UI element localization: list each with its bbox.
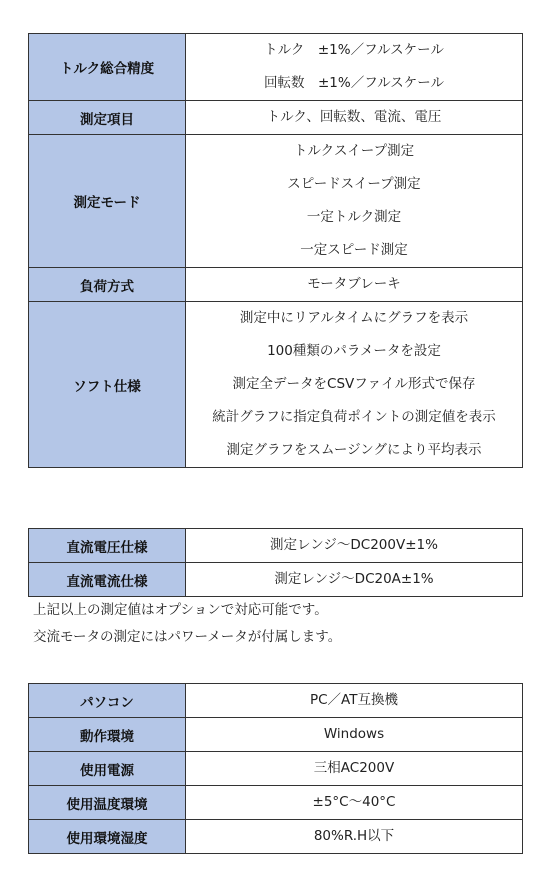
value-line: 一定スピード測定 xyxy=(300,242,408,258)
value-line: 測定グラフをスムージングにより平均表示 xyxy=(226,442,482,458)
row-value xyxy=(186,684,523,718)
value-line: Windows xyxy=(323,726,385,742)
row-value xyxy=(186,752,523,786)
table-row xyxy=(29,820,523,854)
spec-table-dc xyxy=(28,528,523,597)
row-label: ソフト仕様 xyxy=(29,302,186,468)
table-row xyxy=(29,718,523,752)
row-label: トルク総合精度 xyxy=(29,34,186,101)
value-line: 統計グラフに指定負荷ポイントの測定値を表示 xyxy=(212,409,496,425)
spec-table-environment xyxy=(28,683,523,854)
row-value xyxy=(186,786,523,820)
table-row xyxy=(29,268,523,302)
row-value xyxy=(186,563,523,597)
value-line: トルク ±1%／フルスケール xyxy=(264,42,444,58)
note-text: 交流モータの測定にはパワーメータが付属します。 xyxy=(33,629,342,645)
row-value xyxy=(186,718,523,752)
row-label: 使用温度環境 xyxy=(29,786,186,820)
row-label: 動作環境 xyxy=(29,718,186,752)
row-label: パソコン xyxy=(29,684,186,718)
row-label: 負荷方式 xyxy=(29,268,186,302)
table-row xyxy=(29,786,523,820)
row-value xyxy=(186,302,523,468)
row-value xyxy=(186,268,523,302)
table-row xyxy=(29,563,523,597)
value-line: 測定レンジ～DC20A±1% xyxy=(274,571,434,587)
value-line: 回転数 ±1%／フルスケール xyxy=(263,75,444,91)
row-label: 使用電源 xyxy=(29,752,186,786)
value-line: ±5°C～40°C xyxy=(312,794,396,810)
table-row xyxy=(29,529,523,563)
row-label: 測定項目 xyxy=(29,101,186,135)
value-line: モータブレーキ xyxy=(307,276,401,292)
value-line: 三相AC200V xyxy=(313,760,395,776)
value-line: 80%R.H以下 xyxy=(313,828,395,844)
value-line: 測定レンジ～DC200V±1% xyxy=(270,537,438,553)
value-line: 測定中にリアルタイムにグラフを表示 xyxy=(239,310,469,326)
table-row xyxy=(29,34,523,101)
row-value xyxy=(186,135,523,268)
row-value xyxy=(186,101,523,135)
row-label: 直流電流仕様 xyxy=(29,563,186,597)
row-label: 直流電圧仕様 xyxy=(29,529,186,563)
value-line: PC／AT互換機 xyxy=(309,692,398,708)
value-line: 測定全データをCSVファイル形式で保存 xyxy=(232,376,476,392)
value-line: スピードスイープ測定 xyxy=(287,176,421,192)
table-row xyxy=(29,752,523,786)
row-label: 使用環境湿度 xyxy=(29,820,186,854)
row-value xyxy=(186,529,523,563)
row-value xyxy=(186,820,523,854)
value-line: トルク、回転数、電流、電圧 xyxy=(266,109,442,125)
table-row xyxy=(29,135,523,268)
value-line: 一定トルク測定 xyxy=(306,209,402,225)
row-value xyxy=(186,34,523,101)
row-label: 測定モード xyxy=(29,135,186,268)
value-line: トルクスイープ測定 xyxy=(293,143,415,159)
spec-table-main xyxy=(28,33,523,468)
table-row xyxy=(29,684,523,718)
table-row xyxy=(29,302,523,468)
table-row xyxy=(29,101,523,135)
note-text: 上記以上の測定値はオプションで対応可能です。 xyxy=(33,602,328,618)
value-line: 100種類のパラメータを設定 xyxy=(267,343,441,359)
